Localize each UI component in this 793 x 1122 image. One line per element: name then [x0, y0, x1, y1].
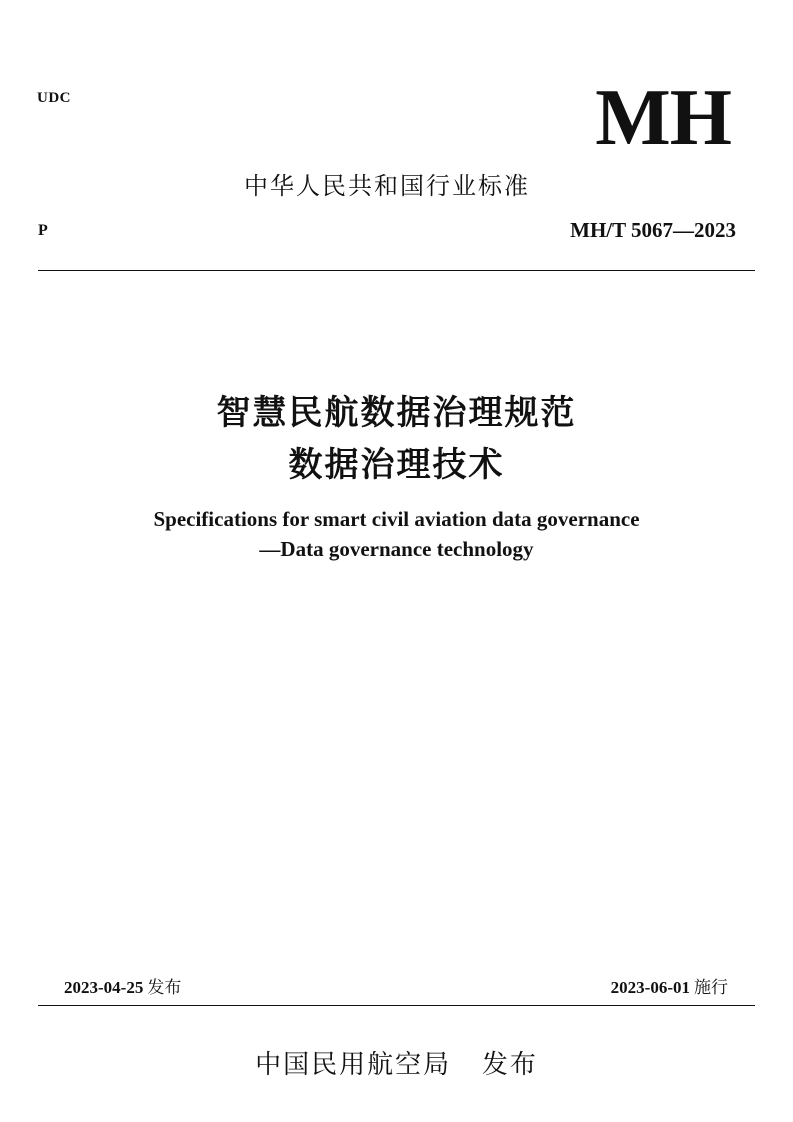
implement-label: 施行 [694, 978, 728, 998]
title-cn-line2: 数据治理技术 [288, 445, 505, 485]
bottom-divider [38, 1005, 755, 1006]
standard-number: MH/T 5067—2023 [570, 218, 736, 242]
classification-code: P [38, 222, 48, 239]
implement-date-block [611, 973, 728, 998]
title-en-line1: Specifications for smart civil aviation data governance [153, 507, 640, 531]
standard-type: 中华人民共和国行业标准 [244, 172, 530, 200]
udc-label: UDC [37, 90, 71, 106]
issue-date-block [64, 973, 181, 998]
implement-date: 2023-06-01 [610, 978, 690, 997]
publisher-line [0, 1044, 793, 1081]
publisher-name: 中国民用航空局 [255, 1050, 452, 1080]
issue-label: 发布 [147, 978, 182, 998]
mh-logo: MH [595, 74, 731, 162]
title-en-line2: —Data governance technology [259, 537, 534, 561]
publish-label: 发布 [481, 1050, 538, 1080]
issue-date: 2023-04-25 [64, 978, 144, 997]
title-cn-line1: 智慧民航数据治理规范 [216, 393, 577, 433]
top-divider [38, 270, 755, 271]
